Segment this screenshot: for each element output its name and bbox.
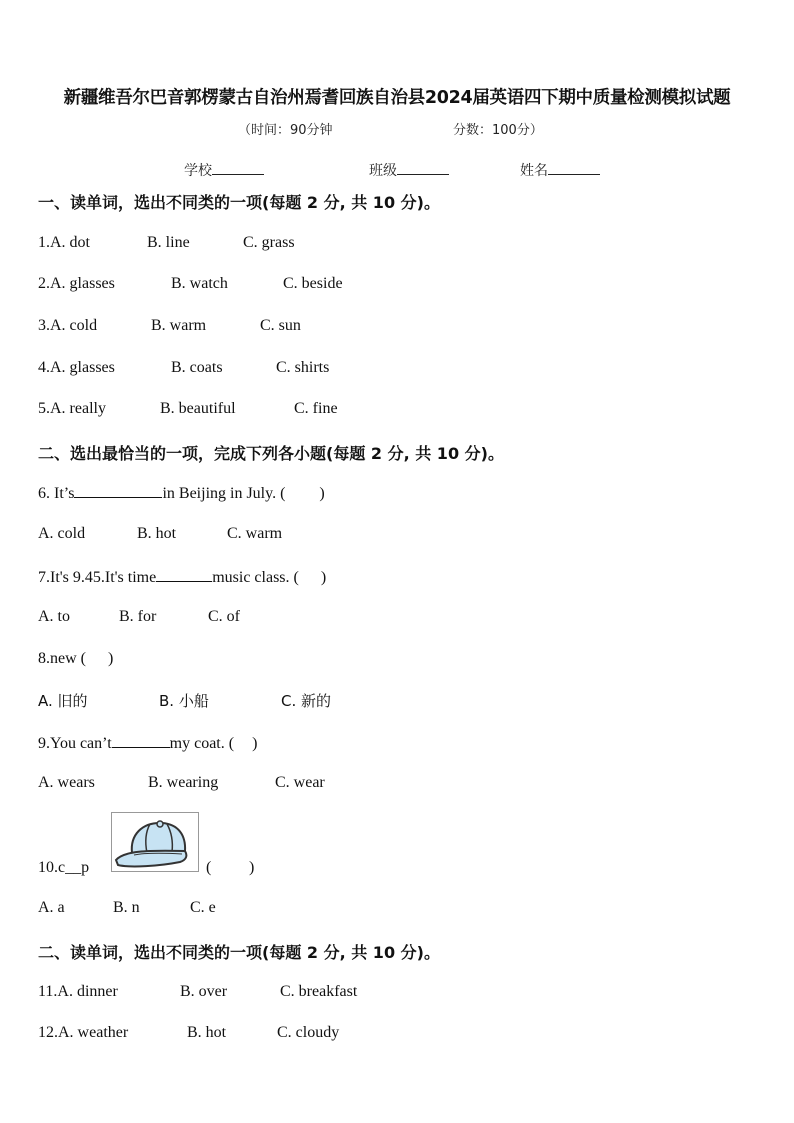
q2-option-b[interactable]: B. watch xyxy=(171,275,228,292)
question-10 xyxy=(38,859,255,877)
q8-paren-close: ) xyxy=(107,650,114,667)
q2-number: 2. xyxy=(38,275,50,292)
section-3-title: 二、读单词，选出不同类的一项(每题 2 分, 共 10 分)。 xyxy=(38,943,440,962)
q9-paren-close: ) xyxy=(252,735,258,752)
question-5 xyxy=(38,400,338,418)
section-2-title: 二、选出最恰当的一项，完成下列各小题(每题 2 分, 共 10 分)。 xyxy=(38,444,504,463)
name-blank[interactable] xyxy=(548,160,600,175)
question-11 xyxy=(38,983,358,1001)
q12-option-c[interactable]: C. cloudy xyxy=(277,1024,340,1041)
q4-option-c[interactable]: C. shirts xyxy=(276,359,330,376)
question-10-options xyxy=(38,899,216,917)
school-blank[interactable] xyxy=(212,160,264,175)
q6-option-a[interactable]: A. cold xyxy=(38,525,86,542)
q6-stem-start: 6. It’s xyxy=(38,485,75,502)
question-8 xyxy=(38,650,113,668)
q11-number: 11. xyxy=(38,983,58,1000)
q5-option-a[interactable]: A. really xyxy=(50,400,106,417)
q8-option-c[interactable]: C. 新的 xyxy=(281,692,332,710)
q11-option-b[interactable]: B. over xyxy=(180,983,228,1000)
q9-stem-end: my coat. ( xyxy=(169,735,235,752)
q8-stem: 8.new ( xyxy=(38,650,86,667)
q2-option-c[interactable]: C. beside xyxy=(283,275,343,292)
q3-option-c[interactable]: C. sun xyxy=(260,317,301,334)
q12-option-b[interactable]: B. hot xyxy=(187,1024,227,1041)
q10-option-b[interactable]: B. n xyxy=(113,899,140,916)
q3-option-b[interactable]: B. warm xyxy=(151,317,207,334)
q1-option-a[interactable]: A. dot xyxy=(50,234,90,251)
question-8-options xyxy=(38,690,332,711)
name-label: 姓名 xyxy=(520,163,548,179)
q6-stem-end: in Beijing in July. ( xyxy=(162,485,286,502)
q10-paren-open: ( xyxy=(206,859,212,876)
q7-stem-end: music class. ( xyxy=(212,569,299,586)
q4-number: 4. xyxy=(38,359,50,376)
q4-option-b[interactable]: B. coats xyxy=(171,359,223,376)
class-field[interactable] xyxy=(369,160,449,180)
q9-answer-blank[interactable] xyxy=(112,733,170,748)
question-12 xyxy=(38,1024,340,1042)
q7-answer-blank[interactable] xyxy=(156,567,212,582)
question-6 xyxy=(38,483,325,503)
section-1-title: 一、读单词，选出不同类的一项(每题 2 分, 共 10 分)。 xyxy=(38,193,440,212)
q11-option-a[interactable]: A. dinner xyxy=(57,983,118,1000)
q7-option-b[interactable]: B. for xyxy=(119,608,157,625)
question-9-options xyxy=(38,774,325,792)
q10-option-c[interactable]: C. e xyxy=(190,899,216,916)
q3-option-a[interactable]: A. cold xyxy=(50,317,98,334)
class-label: 班级 xyxy=(369,163,397,179)
q5-option-c[interactable]: C. fine xyxy=(294,400,338,417)
q8-option-b[interactable]: B. 小船 xyxy=(159,692,209,710)
exam-score: 分数：100分） xyxy=(453,123,543,138)
question-3 xyxy=(38,317,301,335)
q12-option-a[interactable]: A. weather xyxy=(58,1024,129,1041)
q6-answer-blank[interactable] xyxy=(74,483,162,498)
q10-stem: 10.c__p xyxy=(38,859,90,876)
q6-paren-close: ) xyxy=(319,485,325,502)
question-4 xyxy=(38,359,330,377)
q1-option-c[interactable]: C. grass xyxy=(243,234,295,251)
question-7 xyxy=(38,567,326,587)
school-field[interactable] xyxy=(184,160,264,180)
q9-option-b[interactable]: B. wearing xyxy=(148,774,219,791)
q6-option-b[interactable]: B. hot xyxy=(137,525,177,542)
q10-paren-close: ) xyxy=(249,859,255,876)
q1-option-b[interactable]: B. line xyxy=(147,234,190,251)
question-7-options xyxy=(38,608,240,626)
question-6-options xyxy=(38,525,283,543)
q10-option-a[interactable]: A. a xyxy=(38,899,65,916)
q5-option-b[interactable]: B. beautiful xyxy=(160,400,236,417)
q7-paren-close: ) xyxy=(320,569,327,586)
q7-option-c[interactable]: C. of xyxy=(208,608,240,625)
name-field[interactable] xyxy=(520,160,600,180)
class-blank[interactable] xyxy=(397,160,449,175)
q12-number: 12. xyxy=(38,1024,58,1041)
q9-stem-start: 9.You can’t xyxy=(38,735,112,752)
question-1 xyxy=(38,234,295,252)
q1-number: 1. xyxy=(38,234,50,251)
q8-option-a[interactable]: A. 旧的 xyxy=(38,692,88,710)
q5-number: 5. xyxy=(38,400,50,417)
q9-option-c[interactable]: C. wear xyxy=(275,774,325,791)
q7-stem-start: 7.It's 9.45.It's time xyxy=(38,569,157,586)
q4-option-a[interactable]: A. glasses xyxy=(50,359,115,376)
exam-time: （时间：90分钟 xyxy=(238,123,333,138)
q7-option-a[interactable]: A. to xyxy=(38,608,70,625)
question-2 xyxy=(38,275,343,293)
q9-option-a[interactable]: A. wears xyxy=(38,774,95,791)
q3-number: 3. xyxy=(38,317,50,334)
cap-picture xyxy=(111,812,199,872)
cap-icon xyxy=(112,813,198,871)
question-9 xyxy=(38,733,257,753)
q6-option-c[interactable]: C. warm xyxy=(227,525,283,542)
q10-answer-paren[interactable] xyxy=(216,859,246,877)
page-title: 新疆维吾尔巴音郭楞蒙古自治州焉耆回族自治县2024届英语四下期中质量检测模拟试题 xyxy=(63,88,731,108)
school-label: 学校 xyxy=(184,163,212,179)
q11-option-c[interactable]: C. breakfast xyxy=(280,983,358,1000)
q2-option-a[interactable]: A. glasses xyxy=(50,275,115,292)
